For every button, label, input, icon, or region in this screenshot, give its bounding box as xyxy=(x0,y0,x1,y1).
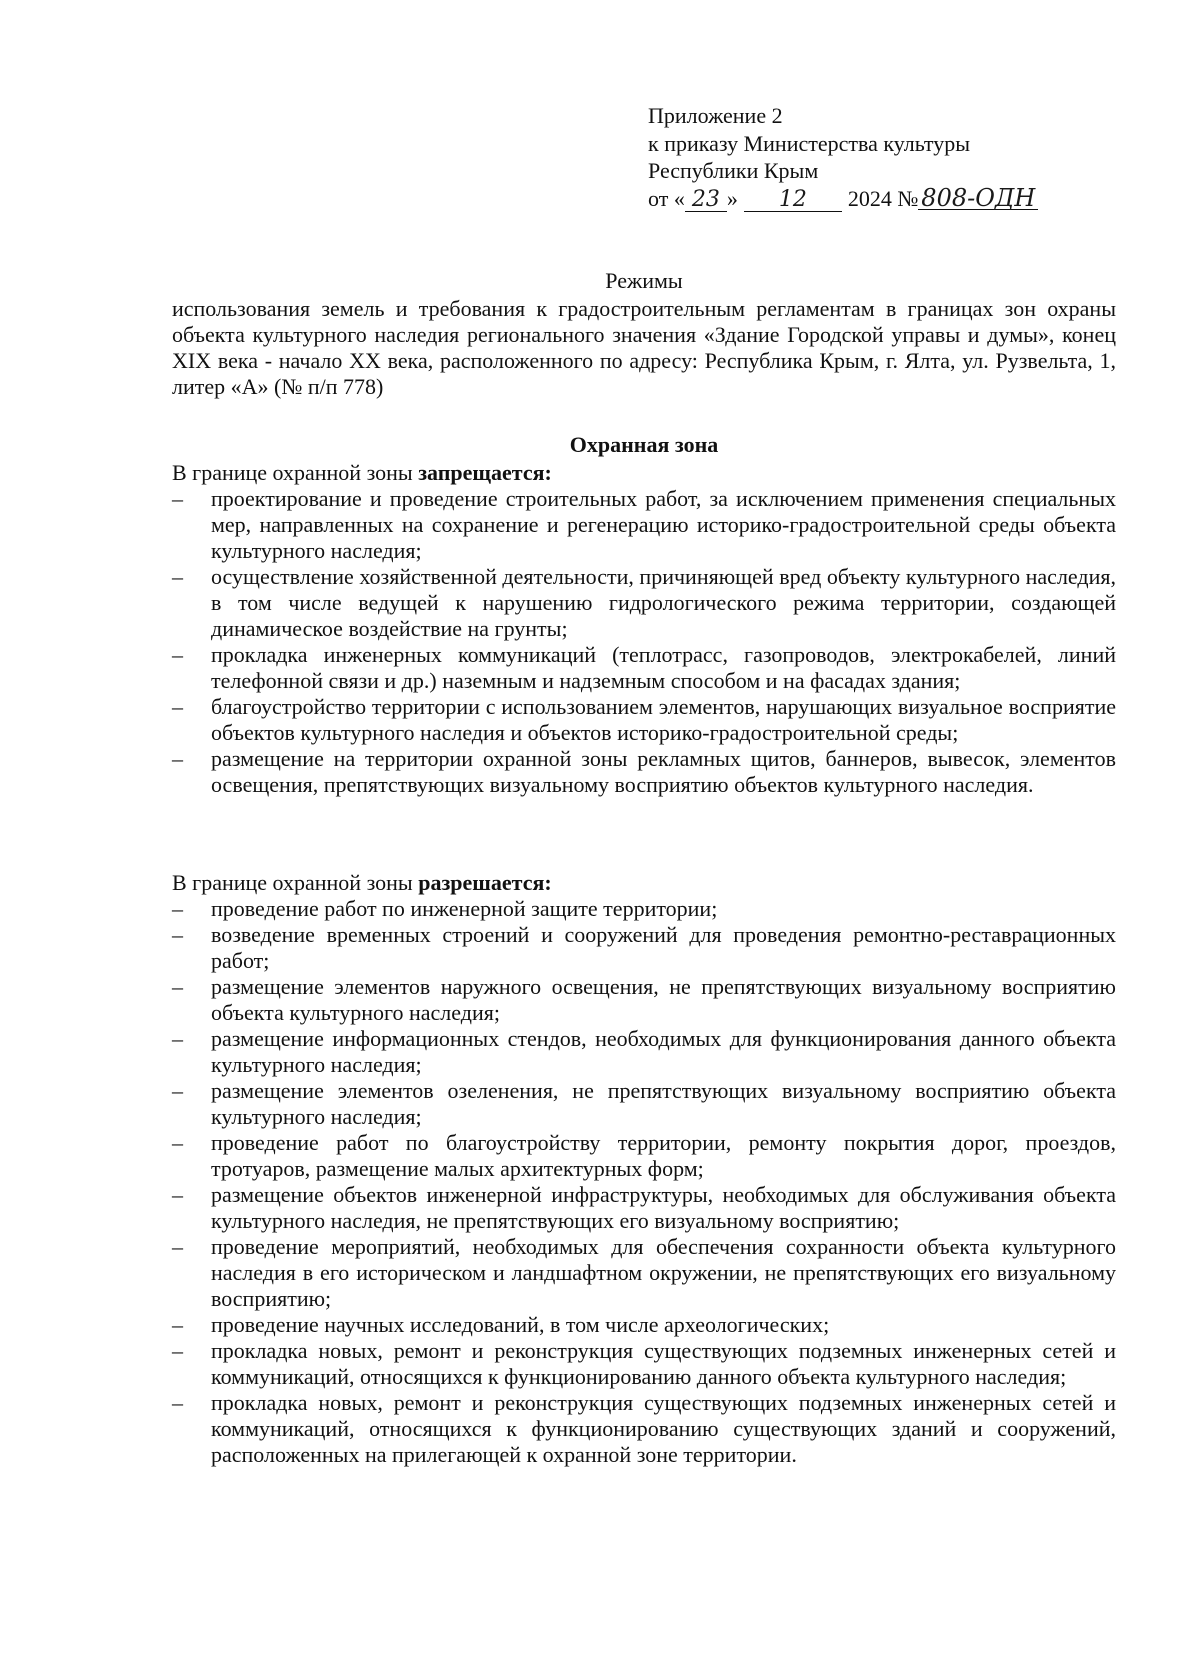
bullet-dash: – xyxy=(172,746,183,771)
bullet-dash: – xyxy=(172,922,183,947)
handwritten-order-number: 808-ОДН xyxy=(918,187,1038,210)
list-item xyxy=(172,1312,1116,1338)
bullet-dash: – xyxy=(172,1078,183,1103)
list-item-text: размещение элементов наружного освещения, не препятствующих визуальному восприятию объекта культурного наследия; xyxy=(211,974,1116,1025)
bullet-dash: – xyxy=(172,564,183,589)
document-subtitle: использования земель и требования к градостроительным регламентам в границах зон охраны объекта культурного наследия регионального значения «Здание Городской управы и думы», конец XIX века - начало XX века, расположенного по адресу: Республика Крым, г. Ялта, ул. Рузвельта, 1, литер «А» (№ п/п 778) xyxy=(172,296,1116,399)
bullet-dash: – xyxy=(172,1338,183,1363)
bullet-dash: – xyxy=(172,896,183,921)
prohibited-list xyxy=(172,486,1116,798)
bullet-dash: – xyxy=(172,974,183,999)
appendix-order-ref: к приказу Министерства культуры xyxy=(648,130,971,156)
allowed-intro-text: В границе охранной зоны xyxy=(172,870,419,895)
list-item xyxy=(172,694,1116,746)
bullet-dash: – xyxy=(172,1390,183,1415)
date-mid: » xyxy=(726,185,738,211)
list-item-text: благоустройство территории с использованием элементов, нарушающих визуальное восприятие объектов культурного наследия и объектов историко-градостроительной среды; xyxy=(211,694,1116,745)
list-item xyxy=(172,1130,1116,1182)
list-item xyxy=(172,1182,1116,1234)
list-item xyxy=(172,1338,1116,1390)
list-item-text: прокладка новых, ремонт и реконструкция существующих подземных инженерных сетей и коммуникаций, относящихся к функционированию данного объекта культурного наследия; xyxy=(211,1338,1116,1389)
appendix-republic: Республики Крым xyxy=(648,158,819,183)
bullet-dash: – xyxy=(172,486,183,511)
list-item xyxy=(172,1234,1116,1312)
list-item-text: размещение информационных стендов, необходимых для функционирования данного объекта культурного наследия; xyxy=(211,1026,1116,1077)
bullet-dash: – xyxy=(172,1026,183,1051)
list-item xyxy=(172,1390,1116,1468)
list-item xyxy=(172,974,1116,1026)
list-item-text: осуществление хозяйственной деятельности, причиняющей вред объекту культурного наследия, в том числе ведущей к нарушению гидрологического режима территории, создающей динамическое воздействие на грунты; xyxy=(211,564,1116,641)
allowed-list xyxy=(172,896,1116,1468)
prohibited-intro-bold: запрещается: xyxy=(418,460,552,485)
list-item-text: размещение элементов озеленения, не препятствующих визуальному восприятию объекта культурного наследия; xyxy=(211,1078,1116,1129)
bullet-dash: – xyxy=(172,694,183,719)
list-item-text: проведение работ по благоустройству территории, ремонту покрытия дорог, проездов, тротуаров, размещение малых архитектурных форм; xyxy=(211,1130,1116,1181)
prohibited-intro-text: В границе охранной зоны xyxy=(172,460,419,485)
list-item xyxy=(172,642,1116,694)
list-item-text: возведение временных строений и сооружений для проведения ремонтно-реставрационных работ; xyxy=(211,922,1116,973)
handwritten-month: 12 xyxy=(744,189,842,212)
list-item-text: проектирование и проведение строительных работ, за исключением применения специальных мер, направленных на сохранение и регенерацию историко-градостроительной среды объекта культурного наследия; xyxy=(211,486,1116,563)
date-prefix: от « xyxy=(648,185,685,211)
document-title: Режимы xyxy=(605,268,683,293)
year-and-number-label: 2024 № xyxy=(847,185,919,211)
prohibited-intro xyxy=(172,460,552,486)
list-item xyxy=(172,922,1116,974)
list-item-text: проведение мероприятий, необходимых для обеспечения сохранности объекта культурного наследия в его историческом и ландшафтном окружении, не препятствующих его визуальному восприятию; xyxy=(211,1234,1116,1311)
bullet-dash: – xyxy=(172,1234,183,1259)
list-item xyxy=(172,896,1116,922)
list-item xyxy=(172,486,1116,564)
bullet-dash: – xyxy=(172,1312,183,1337)
list-item-text: проведение научных исследований, в том числе археологических; xyxy=(211,1312,830,1337)
allowed-intro xyxy=(172,870,552,896)
list-item-text: размещение на территории охранной зоны рекламных щитов, баннеров, вывесок, элементов освещения, препятствующих визуальному восприятию объектов культурного наследия. xyxy=(211,746,1116,797)
list-item xyxy=(172,564,1116,642)
handwritten-day: 23 xyxy=(685,189,727,212)
section-heading: Охранная зона xyxy=(569,432,719,457)
bullet-dash: – xyxy=(172,1182,183,1207)
appendix-number: Приложение 2 xyxy=(648,103,783,128)
order-date-row xyxy=(648,185,1038,213)
list-item-text: прокладка новых, ремонт и реконструкция существующих подземных инженерных сетей и коммуникаций, относящихся к функционированию существующих зданий и сооружений, расположенных на прилегающей к охранной зоне территории. xyxy=(211,1390,1116,1467)
list-item xyxy=(172,1026,1116,1078)
bullet-dash: – xyxy=(172,1130,183,1155)
list-item-text: проведение работ по инженерной защите территории; xyxy=(211,896,718,921)
list-item xyxy=(172,746,1116,798)
list-item-text: размещение объектов инженерной инфраструктуры, необходимых для обслуживания объекта культурного наследия, не препятствующих его визуальному восприятию; xyxy=(211,1182,1116,1233)
allowed-intro-bold: разрешается: xyxy=(418,870,552,895)
bullet-dash: – xyxy=(172,642,183,667)
appendix-block xyxy=(648,102,1038,212)
list-item xyxy=(172,1078,1116,1130)
list-item-text: прокладка инженерных коммуникаций (теплотрасс, газопроводов, электрокабелей, линий телефонной связи и др.) наземным и надземным способом и на фасадах здания; xyxy=(211,642,1116,693)
